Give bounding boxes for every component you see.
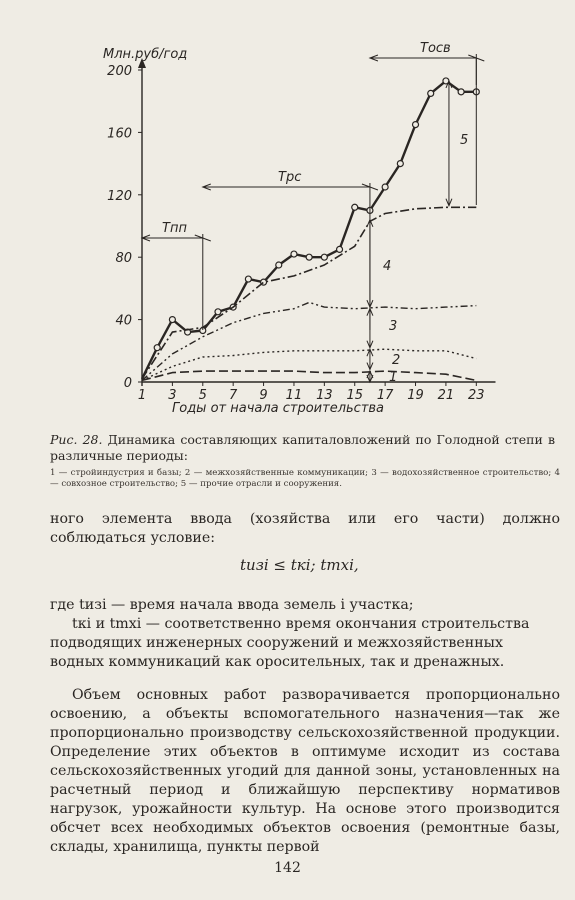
x-tick-label: 13: [316, 388, 333, 403]
data-point: [337, 246, 343, 252]
component-number-5: 5: [460, 133, 469, 148]
x-tick-label: 19: [407, 388, 424, 403]
chart-series: [142, 78, 479, 380]
data-point: [169, 317, 175, 323]
x-tick-label: 7: [229, 388, 238, 403]
data-point: [397, 161, 403, 167]
data-point: [413, 122, 419, 128]
component-number-1: 1: [389, 370, 398, 385]
definition-1: где tизi — время начала ввода земель i участка;: [50, 597, 414, 613]
caption-text: Динамика составляющих капиталовложений по Голодной степи в различные периоды:: [50, 432, 556, 463]
x-tick-label: 11: [285, 388, 303, 403]
definitions: [50, 596, 560, 672]
component-number-4: 4: [383, 259, 392, 274]
x-tick-label: 5: [198, 388, 207, 403]
data-point: [245, 276, 251, 282]
period-label: Tпп: [162, 221, 187, 236]
page-number: 142: [274, 860, 301, 876]
series-line-2: [142, 207, 476, 379]
x-tick-label: 21: [437, 388, 455, 403]
y-axis-label: Млн.руб/год: [103, 47, 188, 62]
y-tick-label: 0: [123, 376, 132, 391]
x-tick-label: 9: [259, 388, 268, 403]
y-tick-label: 160: [107, 126, 132, 142]
x-tick-label: 3: [168, 388, 177, 403]
component-number-2: 2: [392, 353, 401, 368]
data-point: [306, 254, 312, 260]
y-tick-label: 120: [107, 188, 132, 204]
component-number-3: 3: [389, 319, 398, 334]
period-label: Tосв: [420, 41, 451, 56]
figure-caption: [50, 432, 555, 464]
x-tick-label: 23: [468, 388, 485, 403]
y-tick-label: 80: [115, 251, 132, 267]
series-line-1: [142, 81, 476, 379]
y-tick-label: 40: [115, 313, 132, 329]
paragraph-1: ного элемента ввода (хозяйства или его части) должно соблюдаться условие:: [50, 511, 560, 546]
data-point: [382, 184, 388, 190]
data-point: [291, 251, 297, 257]
series-line-4: [142, 349, 476, 380]
series-line-5: [142, 371, 476, 380]
x-tick-label: 15: [346, 388, 364, 403]
data-point: [352, 204, 358, 210]
data-point: [321, 254, 327, 260]
formula: tизi ≤ tкi; tmxi,: [240, 556, 359, 574]
y-tick-label: 200: [107, 64, 132, 79]
x-tick-label: 17: [376, 388, 394, 403]
period-label: Tрс: [278, 170, 302, 185]
definition-2: tкi и tmxi — соответственно время окончания строительства подводящих инженерных сооружений и межхозяйственных водных коммуникаций как оросительных, так и дренажных.: [50, 616, 530, 670]
caption-lead: Рис. 28.: [50, 432, 103, 447]
x-axis-label: Годы от начала строительства: [172, 401, 385, 416]
series-line-3: [142, 302, 476, 380]
data-point: [215, 309, 221, 315]
data-point: [276, 262, 282, 268]
x-tick-label: 1: [137, 388, 147, 403]
data-point: [458, 89, 464, 95]
capital-investment-chart: [0, 0, 575, 430]
data-point: [154, 345, 160, 351]
paragraph-2: Объем основных работ разворачивается пропорционально освоению, а объекты вспомогательного назначения—так же пропорционально производству сельскохозяйственной продукции. Определение этих объектов в оптимуме исходит из состава сельскохозяйственных угодий для данной зоны, установленных на расчетный период и ближайшую перспективу нормативов нагрузок, урожайности культур. На основе этого производится обсчет всех необходимых объектов освоения (ремонтные базы, склады, хранилища, пункты первой: [50, 687, 560, 855]
data-point: [428, 90, 434, 96]
figure-legend: 1 — стройиндустрия и базы; 2 — межхозяйственные коммуникации; 3 — водохозяйственное строительство; 4 — совхозное строительство; 5 — прочие отрасли и сооружения.: [50, 468, 560, 489]
